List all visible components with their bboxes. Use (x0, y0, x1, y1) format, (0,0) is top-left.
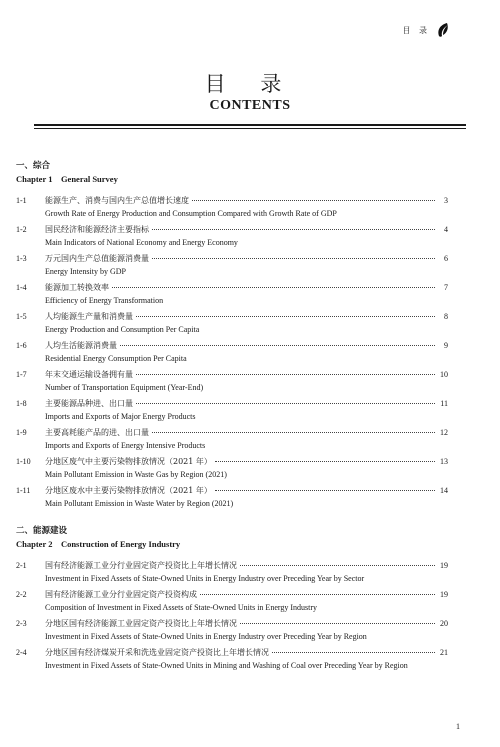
entry-title-en: Main Pollutant Emission in Waste Water by Region (2021) (45, 499, 234, 508)
entry-page-number: 8 (444, 312, 448, 321)
dot-leader (152, 229, 435, 230)
entry-title-en: Energy Production and Consumption Per Capita (45, 325, 200, 334)
toc-entry[interactable] (16, 310, 448, 339)
toc-entry[interactable] (16, 252, 448, 281)
entry-page-number: 19 (440, 561, 448, 570)
entry-title-cn: 国有经济能源工业分行业固定资产投资比上年增长情况 (45, 561, 237, 570)
dot-leader (240, 623, 435, 624)
toc-entry[interactable] (16, 455, 448, 484)
toc-entry[interactable] (16, 194, 448, 223)
leaf-logo-icon (436, 22, 450, 38)
toc-entry[interactable] (16, 588, 448, 617)
entry-number: 1-4 (16, 283, 27, 292)
entry-page-number: 21 (440, 648, 448, 657)
entry-title-cn: 国民经济和能源经济主要指标 (45, 225, 149, 234)
entry-title-cn: 能源生产、消费与国内生产总值增长速度 (45, 196, 189, 205)
entry-page-number: 10 (440, 370, 448, 379)
entry-number: 1-8 (16, 399, 27, 408)
toc-entry[interactable] (16, 484, 448, 513)
entry-title-en: Composition of Investment in Fixed Assets of State-Owned Units in Energy Industry (45, 603, 318, 612)
entry-title-en: Energy Intensity by GDP (45, 267, 126, 276)
table-of-contents (16, 160, 448, 687)
entry-title-en: Growth Rate of Energy Production and Consumption Compared with Growth Rate of GDP (45, 209, 337, 218)
dot-leader (240, 565, 435, 566)
running-head-label: 目 录 (402, 25, 430, 35)
dot-leader (136, 316, 435, 317)
entry-page-number: 6 (444, 254, 448, 263)
toc-entry[interactable] (16, 426, 448, 455)
section-title-cn: 一、综合 (16, 161, 51, 171)
entry-number: 1-7 (16, 370, 27, 379)
entry-number: 1-10 (16, 457, 31, 466)
entry-number: 2-1 (16, 561, 27, 570)
dot-leader (120, 345, 435, 346)
toc-entry[interactable] (16, 646, 448, 675)
entry-number: 2-4 (16, 648, 27, 657)
entry-title-en: Efficiency of Energy Transformation (45, 296, 164, 305)
entry-title-en: Imports and Exports of Energy Intensive Products (45, 441, 206, 450)
entry-page-number: 9 (444, 341, 448, 350)
entry-title-cn: 分地区废气中主要污染物排放情况（2021 年） (45, 457, 212, 466)
section-title-cn: 二、能源建设 (16, 526, 68, 536)
entry-page-number: 7 (444, 283, 448, 292)
dot-leader (112, 287, 435, 288)
entry-number: 1-11 (16, 486, 31, 495)
dot-leader (136, 374, 435, 375)
dot-leader (136, 403, 435, 404)
dot-leader (215, 461, 435, 462)
title-rule-thin (34, 128, 466, 129)
section-title-en: Chapter 2 Construction of Energy Industry (16, 539, 181, 549)
toc-section (16, 160, 448, 513)
entry-number: 1-6 (16, 341, 27, 350)
section-title-en: Chapter 1 General Survey (16, 174, 118, 184)
toc-entry[interactable] (16, 617, 448, 646)
entry-title-en: Number of Transportation Equipment (Year-End) (45, 383, 204, 392)
toc-section (16, 525, 448, 675)
toc-entry[interactable] (16, 368, 448, 397)
toc-entry[interactable] (16, 281, 448, 310)
entry-page-number: 13 (440, 457, 448, 466)
toc-entry[interactable] (16, 559, 448, 588)
running-head (402, 22, 450, 38)
entry-title-en: Residential Energy Consumption Per Capita (45, 354, 187, 363)
page-title-en: CONTENTS (209, 98, 291, 113)
entry-title-en: Main Pollutant Emission in Waste Gas by Region (2021) (45, 470, 227, 479)
entry-number: 2-3 (16, 619, 27, 628)
entry-number: 1-1 (16, 196, 27, 205)
entry-title-en: Investment in Fixed Assets of State-Owned Units in Energy Industry over Preceding Year by Sector (45, 574, 365, 583)
dot-leader (192, 200, 435, 201)
entry-number: 1-9 (16, 428, 27, 437)
entry-title-cn: 能源加工转换效率 (45, 283, 109, 292)
entry-title-cn: 人均能源生产量和消费量 (45, 312, 133, 321)
dot-leader (152, 432, 435, 433)
entry-title-cn: 国有经济能源工业分行业固定资产投资构成 (45, 590, 197, 599)
entry-title-cn: 主要高耗能产品的进、出口量 (45, 428, 149, 437)
entry-title-en: Investment in Fixed Assets of State-Owned Units in Energy Industry over Preceding Year by Region (45, 632, 367, 641)
entry-title-cn: 分地区国有经济煤炭开采和洗选业固定资产投资比上年增长情况 (45, 648, 269, 657)
toc-entry[interactable] (16, 397, 448, 426)
entry-title-en: Imports and Exports of Major Energy Products (45, 412, 196, 421)
entry-title-cn: 主要能源品种进、出口量 (45, 399, 133, 408)
entry-page-number: 4 (444, 225, 448, 234)
dot-leader (152, 258, 435, 259)
entry-page-number: 19 (440, 590, 448, 599)
entry-page-number: 14 (440, 486, 448, 495)
page-title-cn: 目 录 (204, 72, 296, 96)
entry-number: 1-5 (16, 312, 27, 321)
entry-number: 1-3 (16, 254, 27, 263)
dot-leader (200, 594, 435, 595)
entry-page-number: 3 (444, 196, 448, 205)
toc-entry[interactable] (16, 339, 448, 368)
page-number: 1 (456, 722, 460, 731)
entry-page-number: 12 (440, 428, 448, 437)
entry-title-en: Main Indicators of National Economy and Energy Economy (45, 238, 238, 247)
dot-leader (272, 652, 435, 653)
entry-page-number: 11 (440, 399, 448, 408)
entry-number: 2-2 (16, 590, 27, 599)
entry-title-en: Investment in Fixed Assets of State-Owned Units in Mining and Washing of Coal over Preceding Year by Region (45, 661, 408, 670)
entry-title-cn: 年末交通运输设备拥有量 (45, 370, 133, 379)
toc-entry[interactable] (16, 223, 448, 252)
dot-leader (215, 490, 435, 491)
entry-page-number: 20 (440, 619, 448, 628)
entry-title-cn: 分地区国有经济能源工业固定资产投资比上年增长情况 (45, 619, 237, 628)
entry-title-cn: 分地区废水中主要污染物排放情况（2021 年） (45, 486, 212, 495)
entry-title-cn: 人均生活能源消费量 (45, 341, 117, 350)
title-rule-thick (34, 124, 466, 126)
entry-number: 1-2 (16, 225, 27, 234)
entry-title-cn: 万元国内生产总值能源消费量 (45, 254, 149, 263)
